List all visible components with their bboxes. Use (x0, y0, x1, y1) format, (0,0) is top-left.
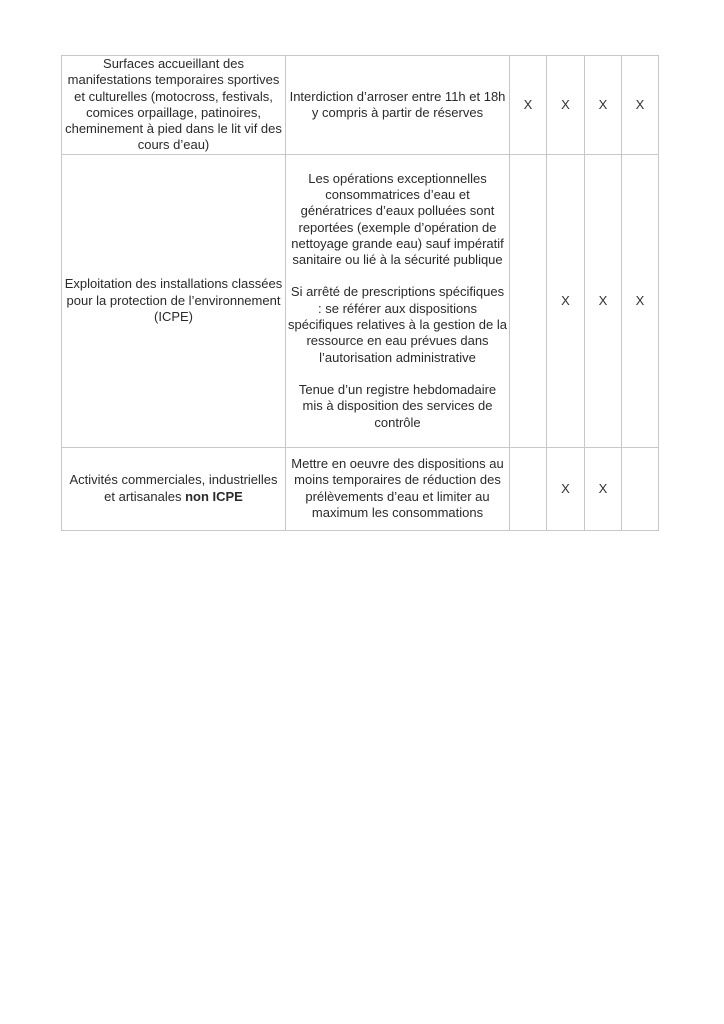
table-row (62, 56, 659, 155)
mark: X (598, 96, 608, 112)
activity-cell (62, 447, 286, 530)
mark-cell (547, 154, 585, 447)
measure-text: Les opérations exceptionnelles consommatrices d’eau et génératrices d’eaux polluées sont reportées (exemple d’opération de nettoyage grande eau) sauf impératif sanitaire ou lié à la sécurité publique (291, 170, 504, 268)
measure-text: Interdiction d’arroser entre 11h et 18h y compris à partir de réserves (289, 88, 506, 120)
mark: X (598, 292, 608, 308)
mark: X (598, 480, 608, 496)
mark: X (635, 96, 645, 112)
mark: X (561, 96, 570, 112)
mark-cell (585, 154, 622, 447)
mark-cell (622, 447, 659, 530)
mark-cell (510, 56, 547, 155)
measure-text: Si arrêté de prescriptions spécifiques : se référer aux dispositions spécifiques relatives à la gestion de la ressource en eau prévues dans l’autorisation administrative (288, 284, 507, 365)
activity-text-bold: non ICPE (185, 488, 243, 504)
mark-cell (585, 56, 622, 155)
mark: X (635, 292, 645, 308)
mark-cell (510, 154, 547, 447)
mark-cell (622, 56, 659, 155)
table-row (62, 447, 659, 530)
mark-cell (585, 447, 622, 530)
mark: X (523, 96, 533, 112)
measure-text: Mettre en oeuvre des dispositions au moins temporaires de réduction des prélèvements d’eau et limiter au maximum les consommations (291, 456, 504, 521)
activity-cell (62, 56, 286, 155)
measure-cell (286, 447, 510, 530)
activity-text: Surfaces accueillant des manifestations temporaires sportives et culturelles (motocross, festivals, comices orpaillage, patinoires, cheminement à pied dans le lit vif des cours d’eau) (65, 56, 282, 153)
mark-cell (547, 56, 585, 155)
activity-text-prefix: Activités commerciales, industrielles et artisanales (69, 472, 278, 504)
activity-text: Exploitation des installations classées pour la protection de l’environnement (ICPE) (64, 276, 283, 324)
mark: X (561, 292, 570, 308)
mark-cell (622, 154, 659, 447)
measure-cell (286, 154, 510, 447)
mark-cell (510, 447, 547, 530)
mark-cell (547, 447, 585, 530)
restrictions-table (61, 55, 659, 531)
table-row (62, 154, 659, 447)
mark: X (561, 480, 570, 496)
measure-text: Tenue d’un registre hebdomadaire mis à disposition des services de contrôle (298, 381, 497, 430)
measure-cell (286, 56, 510, 155)
activity-cell (62, 154, 286, 447)
